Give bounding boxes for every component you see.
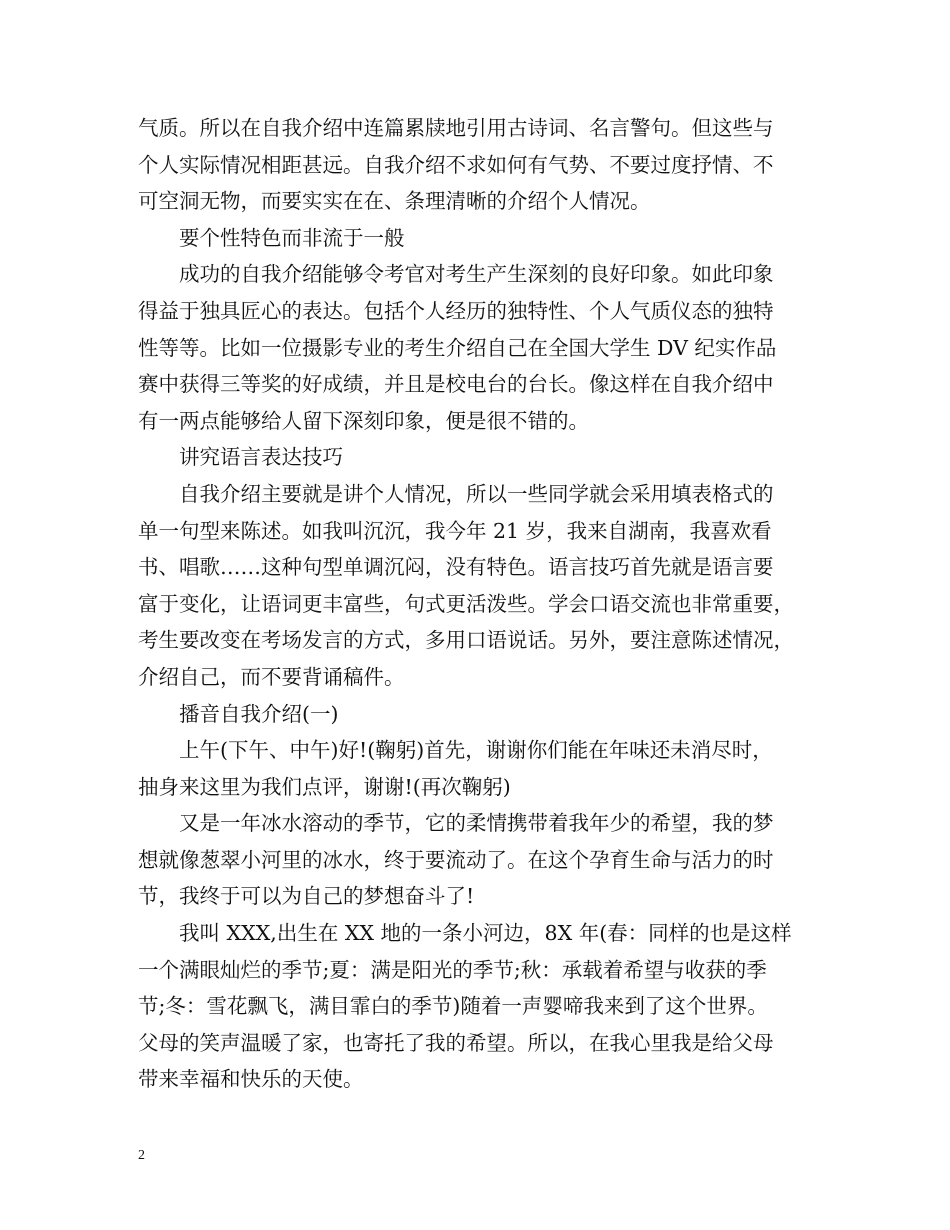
paragraph-greeting bbox=[138, 732, 818, 805]
paragraph-name bbox=[138, 915, 818, 1098]
text-line: 赛中获得三等奖的好成绩，并且是校电台的台长。像这样在自我介绍中 bbox=[138, 372, 774, 397]
document-body bbox=[138, 110, 818, 1098]
text-line: 介绍自己，而不要背诵稿件。 bbox=[138, 664, 405, 689]
text-line: 有一两点能够给人留下深刻印象，便是很不错的。 bbox=[138, 408, 589, 433]
section-heading: 讲究语言表达技巧 bbox=[179, 445, 343, 470]
text-line: 可空洞无物，而要实实在在、条理清晰的介绍个人情况。 bbox=[138, 189, 651, 214]
section-heading-broadcast bbox=[138, 696, 818, 733]
text-line: 个人实际情况相距甚远。自我介绍不求如何有气势、不要过度抒情、不 bbox=[138, 152, 774, 177]
page-number: 2 bbox=[138, 1148, 145, 1163]
text-line: 成功的自我介绍能够令考官对考生产生深刻的良好印象。如此印象 bbox=[179, 262, 774, 287]
text-line: 上午(下午、中午)好!(鞠躬)首先，谢谢你们能在年味还未消尽时， bbox=[179, 738, 773, 763]
text-line: 抽身来这里为我们点评，谢谢!(再次鞠躬) bbox=[138, 774, 511, 799]
section-heading: 播音自我介绍(一) bbox=[179, 701, 339, 726]
text-line: 自我介绍主要就是讲个人情况，所以一些同学就会采用填表格式的 bbox=[179, 481, 774, 506]
text-line: 又是一年冰水溶动的季节，它的柔情携带着我年少的希望，我的梦 bbox=[179, 811, 774, 836]
section-heading: 要个性特色而非流于一般 bbox=[179, 225, 405, 250]
text-line: 考生要改变在考场发言的方式，多用口语说话。另外，要注意陈述情况， bbox=[138, 628, 794, 653]
section-heading-language bbox=[138, 439, 818, 476]
text-line: 节;冬：雪花飘飞，满目霏白的季节)随着一声婴啼我来到了这个世界。 bbox=[138, 994, 768, 1019]
text-line: 书、唱歌……这种句型单调沉闷，没有特色。语言技巧首先就是语言要 bbox=[138, 555, 774, 580]
text-line: 得益于独具匠心的表达。包括个人经历的独特性、个人气质仪态的独特 bbox=[138, 298, 774, 323]
section-heading-personality bbox=[138, 220, 818, 257]
text-line: 父母的笑声温暖了家，也寄托了我的希望。所以，在我心里我是给父母 bbox=[138, 1030, 774, 1055]
paragraph-language bbox=[138, 476, 818, 696]
text-line: 性等等。比如一位摄影专业的考生介绍自己在全国大学生 DV 纪实作品 bbox=[138, 335, 777, 360]
text-line: 想就像葱翠小河里的冰水，终于要流动了。在这个孕育生命与活力的时 bbox=[138, 847, 774, 872]
text-line: 节，我终于可以为自己的梦想奋斗了! bbox=[138, 884, 475, 909]
text-line: 气质。所以在自我介绍中连篇累牍地引用古诗词、名言警句。但这些与 bbox=[138, 116, 774, 140]
text-line: 单一句型来陈述。如我叫沉沉，我今年 21 岁，我来自湖南，我喜欢看 bbox=[138, 518, 772, 543]
text-line: 带来幸福和快乐的天使。 bbox=[138, 1067, 364, 1092]
text-line: 一个满眼灿烂的季节;夏：满是阳光的季节;秋：承载着希望与收获的季 bbox=[138, 957, 767, 982]
text-line: 我叫 XXX,出生在 XX 地的一条小河边，8X 年(春：同样的也是这样 bbox=[179, 921, 792, 946]
text-line: 富于变化，让语词更丰富些，句式更活泼些。学会口语交流也非常重要， bbox=[138, 591, 794, 616]
paragraph-quality-continuation bbox=[138, 110, 818, 220]
paragraph-personality bbox=[138, 256, 818, 439]
paragraph-season bbox=[138, 805, 818, 915]
